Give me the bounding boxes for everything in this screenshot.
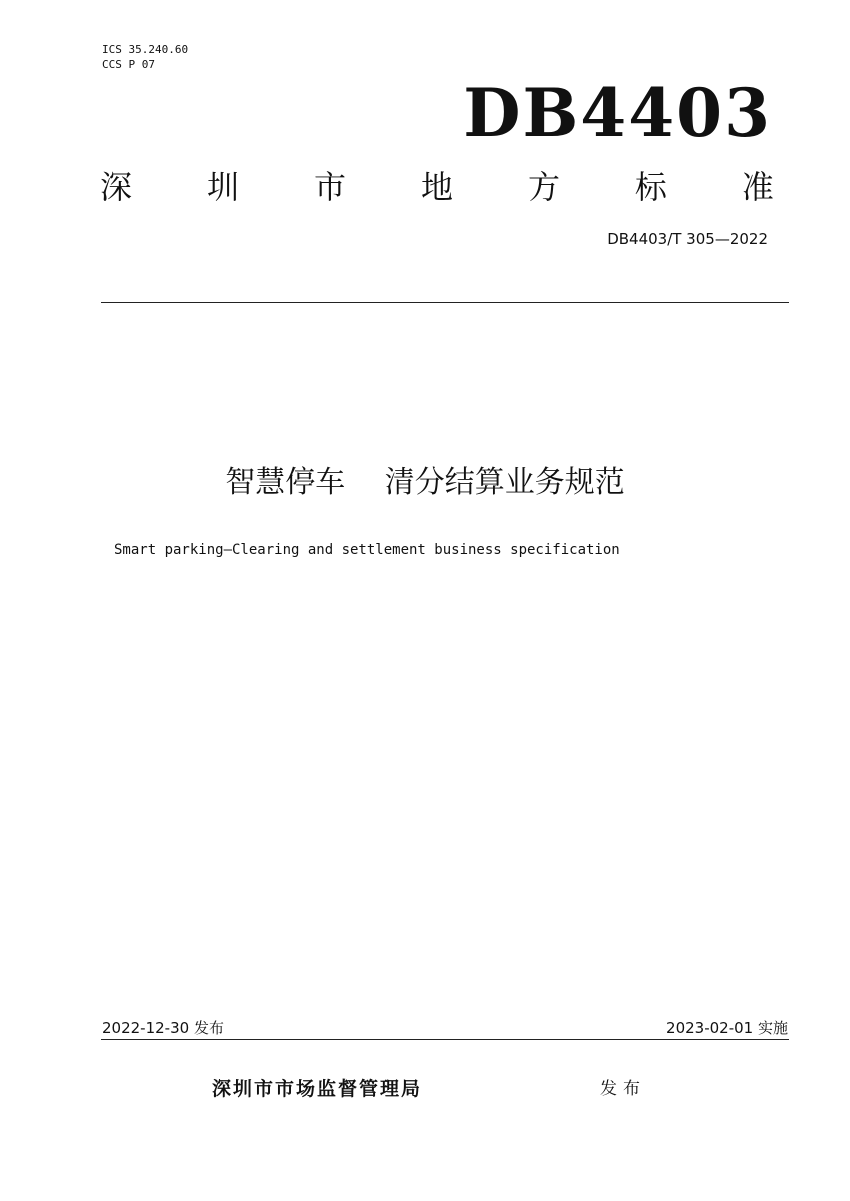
standard-number: DB4403/T 305—2022 (607, 230, 768, 248)
standard-type-char: 地 (420, 168, 453, 206)
standard-type-char: 圳 (206, 168, 239, 206)
title-chinese: 智慧停车 清分结算业务规范 (225, 465, 625, 500)
publish-word: 发布 (600, 1079, 646, 1099)
standard-type (100, 166, 774, 208)
bottom-divider (101, 1039, 789, 1040)
top-divider (101, 302, 789, 303)
standard-code: DB4403 (463, 74, 772, 152)
ics-code: ICS 35.240.60 (102, 43, 189, 56)
standard-type-char: 准 (741, 168, 774, 206)
title-english: Smart parking—Clearing and settlement business specification (114, 542, 620, 558)
standard-type-char: 标 (634, 168, 667, 206)
standard-type-char: 方 (527, 168, 560, 206)
publisher: 深圳市市场监督管理局 (212, 1078, 423, 1100)
standard-type-char: 深 (100, 168, 133, 206)
issue-date: 2022-12-30 发布 (102, 1019, 224, 1037)
standard-type-char: 市 (313, 168, 346, 206)
classification-codes (102, 42, 188, 72)
ccs-code: CCS P 07 (102, 58, 155, 71)
implementation-date: 2023-02-01 实施 (666, 1019, 788, 1037)
